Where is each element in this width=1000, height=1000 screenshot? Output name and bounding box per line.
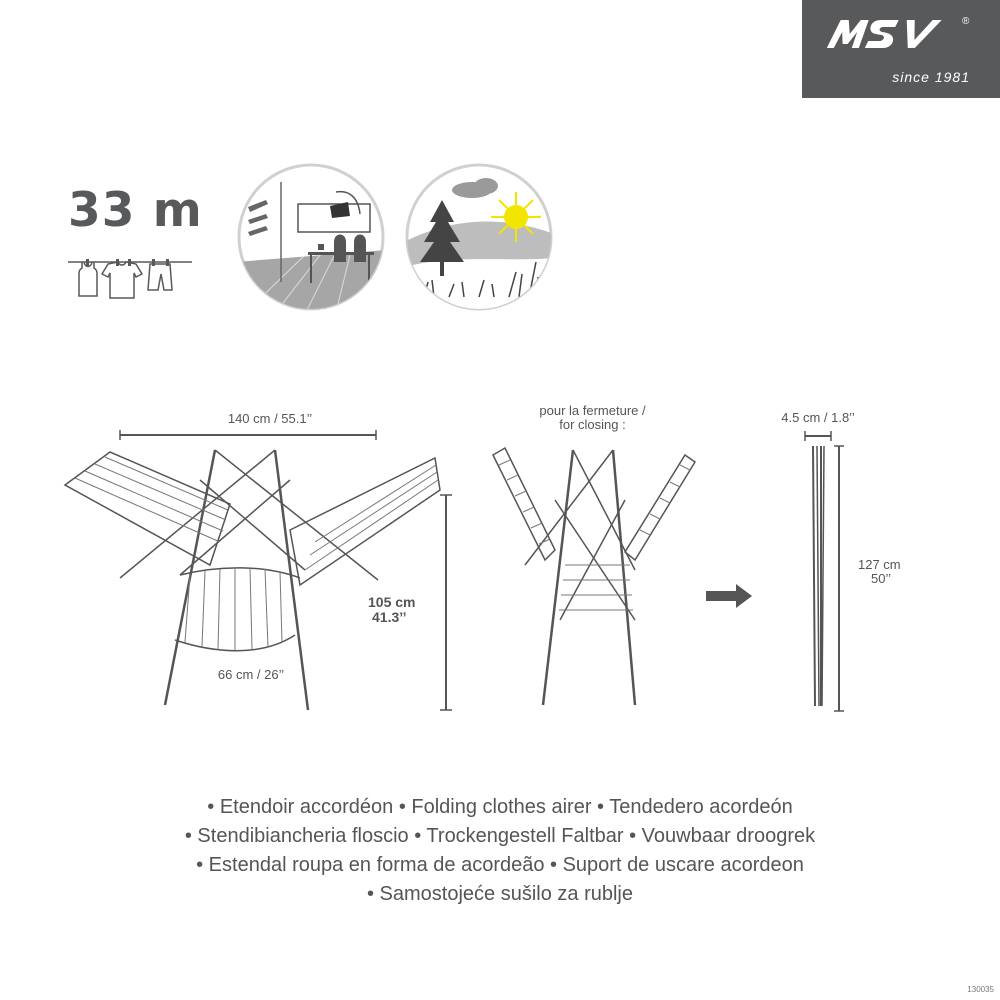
description-line-2: • Stendibiancheria floscio • Trockengestell Faltbar • Vouwbaar droogrek <box>184 825 816 847</box>
clothesline-icon <box>66 252 196 302</box>
brand-tagline: since 1981 <box>892 69 970 85</box>
closing-note-line1: pour la fermeture / <box>539 403 646 418</box>
brand-logo <box>802 0 1000 98</box>
description-line-4: • Samostojeće sušilo za rublje <box>366 883 633 905</box>
folded-depth-label: 4.5 cm / 1.8’’ <box>781 410 855 425</box>
folded-height-cm-label: 127 cm <box>858 557 901 572</box>
outdoor-garden-icon <box>404 162 554 312</box>
folded-height-in-label: 50’’ <box>871 571 892 586</box>
indoor-room-icon <box>236 162 386 312</box>
base-depth-label: 66 cm / 26’’ <box>217 667 285 682</box>
closing-airer-drawing <box>485 440 705 715</box>
description-line-3: • Estendal roupa en forma de acordeão • Suport de uscare acordeon <box>196 854 804 876</box>
product-code: 130035 <box>967 985 994 994</box>
folded-airer-drawing <box>800 428 850 713</box>
open-width-label: 140 cm / 55.1’’ <box>227 411 313 426</box>
registered-mark: ® <box>962 16 970 27</box>
description-line-1: • Etendoir accordéon • Folding clothes airer • Tendedero acordeón <box>207 796 793 818</box>
arrow-right-icon <box>706 584 754 608</box>
open-height-in-label: 41.3’’ <box>372 609 407 625</box>
line-capacity: 33 m <box>68 183 203 238</box>
closing-note-line2: for closing : <box>559 417 626 432</box>
open-height-cm-label: 105 cm <box>368 594 416 610</box>
